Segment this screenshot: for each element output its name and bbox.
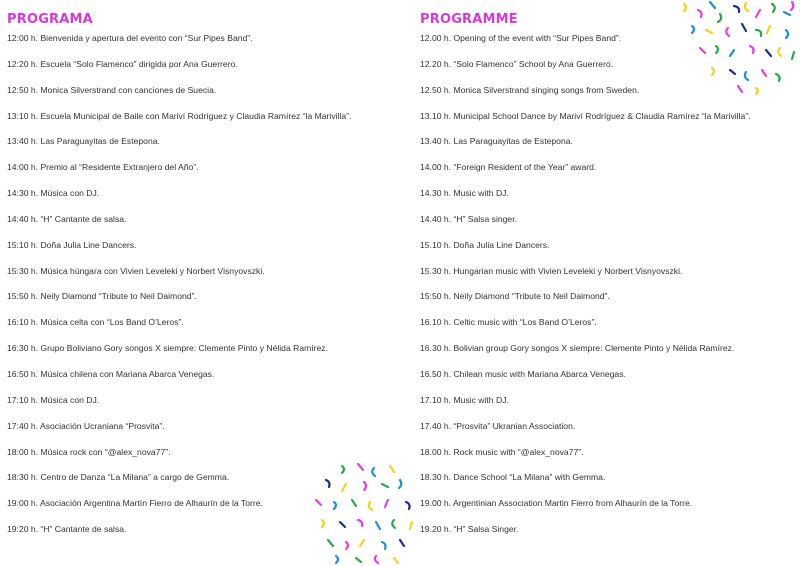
confetti-piece [364, 482, 366, 490]
confetti-piece [766, 50, 771, 56]
confetti-piece [756, 88, 758, 94]
schedule-item-es: 16:50 h. Música chilena con Mariana Abarca Venegas. [7, 368, 215, 379]
confetti-piece [745, 3, 748, 11]
confetti-piece [376, 522, 380, 529]
confetti-piece [716, 46, 718, 53]
schedule-item-es: 19:00 h. Asociación Argentina Martín Fierro de Alhaurín de la Torre. [7, 498, 263, 509]
schedule-item-en: 14.00 h. “Foreign Resident of the Year” award. [420, 162, 597, 173]
confetti-piece [360, 540, 364, 546]
confetti-piece [726, 28, 729, 36]
schedule-item-en: 16.50 h. Chilean music with Mariana Abarca Venegas. [420, 368, 626, 379]
schedule-item-es: 13:10 h. Escuela Municipal de Baile con Mariví Rodríguez y Claudia Ramírez “la Marivilla”. [7, 110, 352, 121]
schedule-item-es: 14:00 h. Premio al “Residente Extranjero del Año”. [7, 162, 199, 173]
programa-title: PROGRAMA [7, 12, 93, 27]
programme-list [420, 33, 792, 535]
confetti-piece [718, 14, 721, 22]
confetti-piece [772, 4, 775, 12]
confetti-piece [791, 2, 793, 10]
confetti-piece [382, 484, 388, 487]
confetti-piece [399, 480, 401, 488]
confetti-piece [340, 522, 345, 527]
confetti-piece [358, 520, 362, 526]
schedule-item-es: 15:10 h. Doña Julia Line Dancers. [7, 239, 137, 250]
confetti-piece [745, 72, 748, 80]
schedule-item-en: 16.10 h. Celtic music with “Los Band O’Leros”. [420, 317, 597, 328]
confetti-piece [334, 502, 336, 509]
confetti-piece [738, 86, 742, 92]
confetti-piece [750, 46, 754, 53]
schedule-item-en: 13.40 h. Las Paraguayitas de Estepona. [420, 136, 573, 147]
confetti-piece [400, 540, 404, 546]
confetti-piece [706, 30, 712, 33]
schedule-item-en: 14.40 h. “H” Salsa singer. [420, 213, 517, 224]
confetti-piece [385, 500, 388, 507]
confetti-piece [382, 542, 386, 549]
schedule-item-en: 19.00 h. Argentinian Association Martin Fierro from Alhaurín de la Torre. [420, 498, 693, 509]
schedule-item-en: 17.10 h. Music with DJ. [420, 394, 509, 405]
confetti-piece [710, 2, 715, 8]
confetti-piece [342, 466, 344, 473]
schedule-item-es: 12:20 h. Escuela “Solo Flamenco” dirigida por Ana Guerrero. [7, 58, 238, 69]
confetti-piece [328, 540, 333, 546]
confetti-piece [792, 52, 794, 59]
schedule-item-es: 17:10 h. Música con DJ. [7, 394, 100, 405]
confetti-piece [336, 556, 338, 563]
confetti-piece [369, 502, 372, 510]
schedule-item-es: 17:40 h. Asociación Ucraniana “Prosvita”. [7, 420, 165, 431]
confetti-piece [730, 50, 734, 56]
schedule-item-es: 12:50 h. Monica Silverstrand con canciones de Suecia. [7, 84, 217, 95]
schedule-item-es: 16:10 h. Música celta con “Los Band O’Leros”. [7, 317, 184, 328]
confetti-piece [762, 70, 766, 76]
confetti-piece [394, 558, 398, 563]
confetti-piece [406, 502, 410, 509]
schedule-item-es: 13:40 h. Las Paraguayitas de Estepona. [7, 136, 160, 147]
schedule-item-en: 18.00 h. Rock music with “@alex_nova77”. [420, 446, 584, 457]
confetti-piece [742, 24, 746, 31]
schedule-item-en: 16.30 h. Bolivian group Gory songos X siempre: Clemente Pinto y Nélida Ramírez. [420, 343, 735, 354]
schedule-item-es: 19:20 h. “H” Cantante de salsa. [7, 524, 127, 535]
confetti-piece [698, 10, 702, 17]
schedule-item-es: 15:50 h. Neily Diamond “Tribute to Neil Daimond”. [7, 291, 197, 302]
schedule-item-en: 15.30 h. Hungarian music with Vivien Leveleki y Norbert Visnyovszki. [420, 265, 683, 276]
confetti-piece [390, 466, 394, 472]
schedule-item-en: 13.10 h. Municipal School Dance by Mariví Rodríguez & Claudia Ramírez “la Marivilla”. [420, 110, 751, 121]
confetti-piece [392, 520, 395, 528]
confetti-piece [730, 70, 735, 74]
confetti-piece [342, 484, 346, 491]
confetti-piece [692, 26, 694, 33]
schedule-item-en: 12.20 h. “Solo Flamenco” School by Ana Guerrero. [420, 58, 613, 69]
confetti-piece [786, 30, 788, 38]
confetti-piece [734, 6, 739, 12]
confetti-piece [352, 500, 356, 506]
confetti-piece [700, 48, 705, 53]
schedule-item-en: 14.30 h. Music with DJ. [420, 188, 509, 199]
confetti-piece [712, 68, 714, 75]
schedule-item-es: 16:30 h. Grupo Boliviano Gory songos X siempre: Clemente Pinto y Nélida Ramírez. [7, 343, 328, 354]
confetti-piece [767, 26, 770, 33]
schedule-item-es: 14:40 h. “H” Cantante de salsa. [7, 213, 127, 224]
schedule-item-es: 14:30 h. Música con DJ. [7, 188, 100, 199]
schedule-item-en: 15:50 h. Neily Diamond “Tribute to Neil Daimond”. [420, 291, 610, 302]
confetti-piece [756, 10, 760, 17]
schedule-item-en: 18.30 h. Dance School “La Milana” with Gemma. [420, 472, 606, 483]
schedule-item-es: 12:00 h. Bienvenida y apertura del evento con “Sur Pipes Band”. [7, 33, 253, 43]
schedule-item-es: 15:30 h. Música húngara con Vivien Leveleki y Norbert Visnyovszki. [7, 265, 265, 276]
confetti-piece [756, 30, 761, 36]
schedule-item-en: 15.10 h. Doña Julia Line Dancers. [420, 239, 550, 250]
schedule-item-en: 12.00 h. Opening of the event with “Sur Pipes Band”. [420, 33, 622, 43]
confetti-piece [778, 48, 781, 56]
programme-title: PROGRAMME [420, 12, 518, 27]
schedule-item-en: 17.40 h. “Prosvita” Ukranian Association. [420, 420, 576, 431]
confetti-top-decoration [676, 0, 800, 96]
confetti-piece [410, 522, 412, 529]
schedule-item-es: 18:00 h. Música rock con “@alex_nova77”. [7, 446, 171, 457]
confetti-piece [356, 558, 361, 562]
confetti-piece [316, 500, 321, 505]
confetti-piece [372, 468, 375, 476]
confetti-piece [346, 542, 348, 549]
confetti-piece [326, 480, 330, 487]
confetti-piece [776, 74, 780, 81]
confetti-piece [784, 12, 790, 15]
schedule-item-en: 12.50 h. Monica Silverstrand singing songs from Sweden. [420, 84, 640, 95]
programa-list [7, 33, 399, 535]
confetti-piece [322, 520, 324, 527]
confetti-piece [358, 464, 363, 470]
schedule-item-en: 19.20 h. “H” Salsa Singer. [420, 524, 519, 535]
schedule-item-es: 18:30 h. Centro de Danza “La Milana” a cargo de Gemma. [7, 472, 230, 483]
confetti-piece [375, 556, 378, 563]
confetti-bottom-decoration [306, 462, 420, 566]
confetti-piece [684, 4, 686, 11]
